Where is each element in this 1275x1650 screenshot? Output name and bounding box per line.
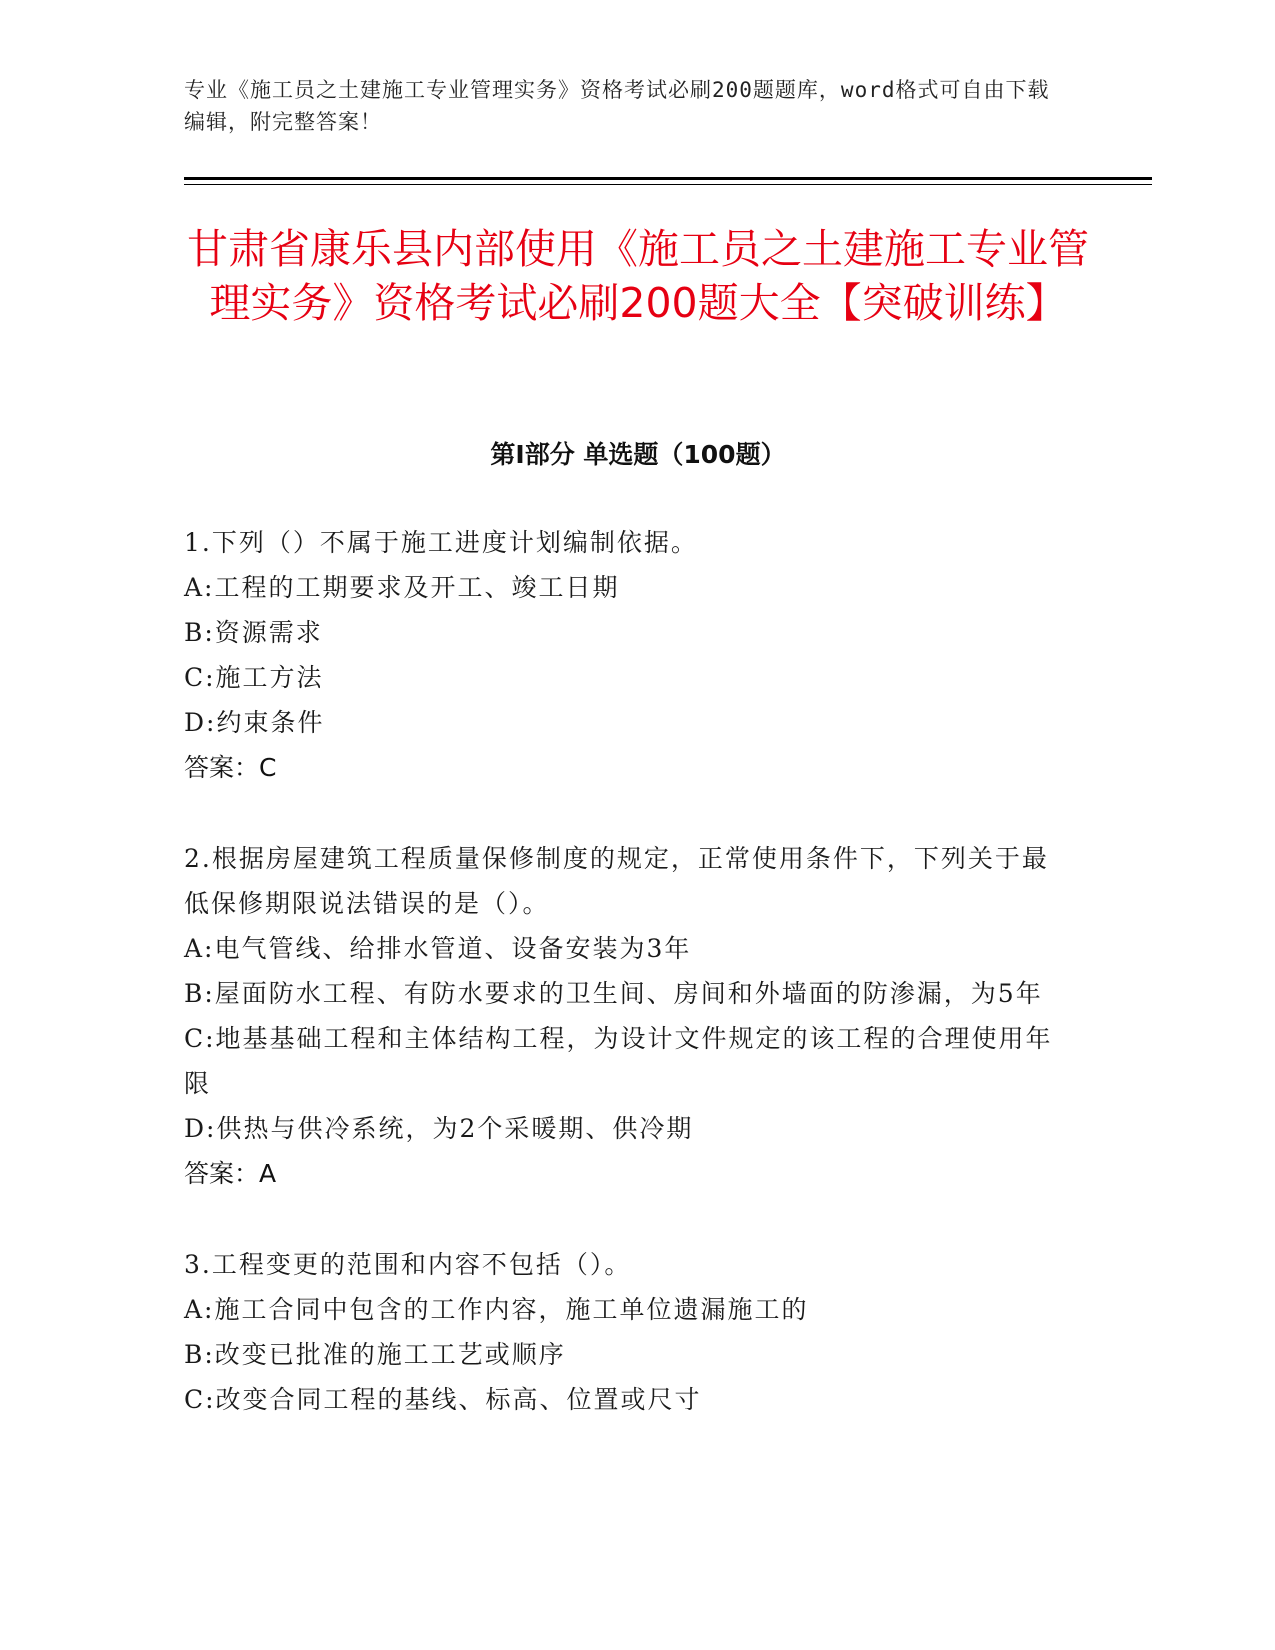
question-3 [184, 1242, 1064, 1422]
question-2 [184, 836, 1064, 1196]
document-title: 甘肃省康乐县内部使用《施工员之土建施工专业管理实务》资格考试必刷200题大全【突破训练】 [187, 225, 1089, 327]
option-b: B:改变已批准的施工工艺或顺序 [184, 1340, 566, 1369]
option-d: D:供热与供冷系统，为2个采暖期、供冷期 [184, 1114, 694, 1143]
question-stem: 2.根据房屋建筑工程质量保修制度的规定，正常使用条件下，下列关于最低保修期限说法错误的是（）。 [184, 844, 1049, 918]
option-a: A:工程的工期要求及开工、竣工日期 [184, 573, 620, 602]
question-list [184, 520, 1064, 1468]
question-stem: 3.工程变更的范围和内容不包括（）。 [184, 1250, 632, 1279]
option-b: B:资源需求 [184, 618, 323, 647]
question-stem: 1.下列（）不属于施工进度计划编制依据。 [184, 528, 698, 557]
header-rule-thick [184, 177, 1152, 180]
answer-line: 答案：C [184, 753, 277, 782]
header-note: 专业《施工员之土建施工专业管理实务》资格考试必刷200题题库，word格式可自由下载编辑，附完整答案！ [184, 78, 1050, 134]
option-a: A:电气管线、给排水管道、设备安装为3年 [184, 934, 692, 963]
option-d: D:约束条件 [184, 708, 325, 737]
option-c: C:施工方法 [184, 663, 324, 692]
option-b: B:屋面防水工程、有防水要求的卫生间、房间和外墙面的防渗漏，为5年 [184, 979, 1043, 1008]
header-rule-thin [184, 184, 1152, 185]
option-a: A:施工合同中包含的工作内容，施工单位遗漏施工的 [184, 1295, 809, 1324]
question-1 [184, 520, 1064, 790]
option-c: C:地基基础工程和主体结构工程，为设计文件规定的该工程的合理使用年限 [184, 1024, 1053, 1098]
answer-line: 答案：A [184, 1159, 277, 1188]
section-title: 第Ⅰ部分 单选题（100题） [490, 440, 786, 469]
option-c: C:改变合同工程的基线、标高、位置或尺寸 [184, 1385, 702, 1414]
